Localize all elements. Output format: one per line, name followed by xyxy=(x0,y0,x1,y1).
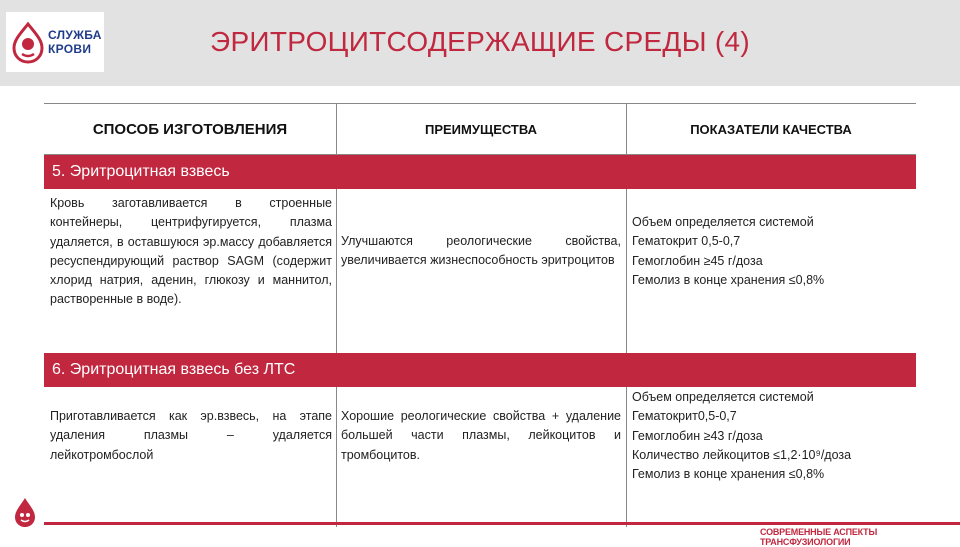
method-cell: Приготавливается как эр.взвесь, на этапе удаления плазмы – удаляется лейкотромбослой xyxy=(50,409,332,462)
method-cell: Кровь заготавливается в строенные контейнеры, центрифугируется, плазма удаляется, в оставшуюся эр.массу добавляется ресуспендирующий раствор SAGM (содержит хлорид натрия, аденин, глюкозу и маннитол, растворенные в воде). xyxy=(50,196,332,307)
quality-line: Количество лейкоцитов ≤1,2·10⁹/доза xyxy=(632,447,852,462)
column-divider xyxy=(626,387,627,527)
column-divider xyxy=(336,189,337,353)
page-title: ЭРИТРОЦИТСОДЕРЖАЩИЕ СРЕДЫ (4) xyxy=(210,26,750,57)
advantages-cell: Хорошие реологические свойства + удаление большей части плазмы, лейкоцитов и тромбоцитов. xyxy=(341,409,621,462)
quality-cell xyxy=(632,213,916,290)
column-divider xyxy=(626,104,627,154)
comparison-table xyxy=(44,103,916,527)
table-row xyxy=(44,189,916,353)
section-heading: 6. Эритроцитная взвесь без ЛТС xyxy=(44,353,916,387)
quality-line: Гематокрит 0,5-0,7 xyxy=(632,234,741,249)
logo-text xyxy=(48,28,102,56)
logo xyxy=(6,12,104,72)
quality-line: Гемолиз в конце хранения ≤0,8% xyxy=(632,467,825,482)
footer-caption: СОВРЕМЕННЫЕ АСПЕКТЫ ТРАНСФУЗИОЛОГИИ xyxy=(760,527,878,547)
table-header-row xyxy=(44,103,916,155)
table-row xyxy=(44,387,916,527)
quality-line: Объем определяется системой xyxy=(632,390,814,404)
column-divider xyxy=(626,189,627,353)
logo-line-1: СЛУЖБА xyxy=(48,28,102,42)
quality-line: Гемоглобин ≥43 г/доза xyxy=(632,428,763,443)
advantages-cell: Улучшаются реологические свойства, увеличивается жизнеспособность эритроцитов xyxy=(341,234,621,268)
column-header-quality: ПОКАЗАТЕЛИ КАЧЕСТВА xyxy=(690,121,852,137)
column-divider xyxy=(336,387,337,527)
column-divider xyxy=(336,104,337,154)
quality-line: Объем определяется системой xyxy=(632,215,814,229)
quality-line: Гемолиз в конце хранения ≤0,8% xyxy=(632,272,825,287)
column-header-method: СПОСОБ ИЗГОТОВЛЕНИЯ xyxy=(92,120,288,138)
quality-line: Гемоглобин ≥45 г/доза xyxy=(632,253,763,268)
quality-cell xyxy=(632,388,916,484)
quality-line: Гематокрит0,5-0,7 xyxy=(632,409,737,424)
section-heading: 5. Эритроцитная взвесь xyxy=(44,155,916,189)
blood-drop-icon xyxy=(12,496,38,528)
footer-divider xyxy=(44,522,960,525)
column-header-advantages: ПРЕИМУЩЕСТВА xyxy=(425,121,537,137)
logo-line-2: КРОВИ xyxy=(48,42,92,56)
blood-service-logo-icon xyxy=(10,20,46,64)
